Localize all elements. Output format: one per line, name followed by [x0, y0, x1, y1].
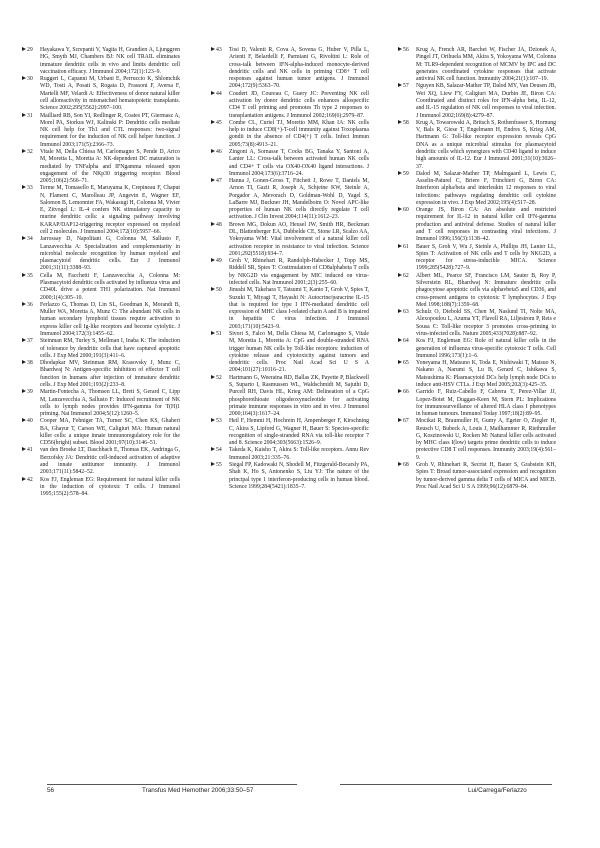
- reference-number: [22, 113, 39, 120]
- reference-text: Heil F, Hemmi H, Hochrein H, Ampenberger F, Kirschning C, Akira S, Lipford G, Wagner H, Bauer S: Species-specific recognition of single-stranded RNA via toll-like receptor 7 and 8. Science 2004;303(5663):1526–9.: [229, 418, 369, 447]
- reference-text: Garrido F, Ruiz-Cabello F, Cabrera T, Perez-Villar JJ, Lopez-Botet M, Duggan-Keen M, Stern PL: Implications for immunosurveillance of altered HLA class I phenotypes in human tumours. Immunol Today 1997;18(2):89–95.: [416, 389, 556, 418]
- reference-number-text: 58: [403, 119, 409, 126]
- reference-number: [398, 309, 415, 316]
- reference-number-text: 53: [216, 418, 222, 425]
- reference-text: Jinushi M, Takehara T, Tatsumi T, Kanto T, Groh V, Spies T, Suzuki T, Miyagi T, Hayashi N: Autocrine/paracrine IL-15 that is required for type I IFN-mediated dendritic cell expression of MHC class I-related chain A and B is impaired in hepatitis C virus infection. J Immunol 2003;171(10):5423–9.: [229, 287, 369, 330]
- triangle-bullet-icon: [22, 338, 26, 342]
- reference-text: Albert ML, Pearce SF, Francisco LM, Sauter B, Roy P, Silverstein RL, Bhardwaj N: Immature dendritic cells phagocytose apoptotic cells via alphavbeta5 and CD36, and cross-present antigens to cytotoxic T lymphocytes. J Exp Med 1998;188(7):1359–68.: [416, 272, 556, 308]
- reference-text: Ruggeri L, Capanni M, Urbani E, Perruccio K, Shlomchik WD, Tosti A, Posati S, Rogaia D, Frassoni F, Aversa F, Martelli MF, Velardi A: Effectiveness of donor natural killer cell alloreactivity in mismatched hematopoietic transplants. Science 2002;295(5562):2097–100.: [40, 76, 180, 112]
- reference-number-text: 38: [27, 360, 33, 367]
- reference-text: Sivori S, Falco M, Della Chiesa M, Carlomagno S, Vitale M, Moretta L, Moretta A: CpG and double-stranded RNA trigger human NK cells by Toll-like receptors: induction of cytokine release and cytotoxicity against tumors and dendritic cells. Proc Natl Acad Sci U S A 2004;101(27):10116–21.: [229, 330, 369, 374]
- reference-number: [211, 331, 228, 338]
- reference-item: [22, 236, 180, 272]
- reference-number-text: 49: [216, 258, 222, 265]
- reference-number: [211, 149, 228, 156]
- reference-column-3: [398, 47, 556, 491]
- reference-text: Cooper MA, Fehniger TA, Turner SC, Chen KS, Ghaheri BA, Ghayur T, Carson WE, Caligiuri MA: Human natural killer cells: a unique innate immunoregulatory role for the CD56(bright) subset. Blood 2001;97(10):3146–51.: [40, 418, 180, 447]
- reference-number-text: 36: [27, 301, 33, 308]
- reference-item: [22, 477, 180, 499]
- triangle-bullet-icon: [22, 447, 26, 451]
- reference-number-text: 63: [403, 309, 409, 316]
- triangle-bullet-icon: [211, 178, 215, 182]
- reference-item: [211, 447, 369, 462]
- reference-number: [22, 447, 39, 454]
- reference-number-text: 65: [403, 360, 409, 367]
- triangle-bullet-icon: [22, 273, 26, 277]
- reference-item: [398, 418, 556, 462]
- triangle-bullet-icon: [211, 287, 215, 291]
- reference-number-text: 29: [27, 47, 33, 53]
- triangle-bullet-icon: [398, 171, 402, 175]
- reference-number-text: 41: [27, 447, 33, 454]
- reference-number: [398, 338, 415, 345]
- reference-number-text: 50: [216, 287, 222, 294]
- reference-number-text: 43: [216, 47, 222, 53]
- reference-item: [22, 185, 180, 236]
- reference-item: [211, 47, 369, 91]
- reference-number: [398, 83, 415, 90]
- reference-text: Combe CL, Curiel TJ, Moretto MM, Khan IA: NK cells help to induce CD8(+)-T-cell immunity against Toxoplasma gondii in the absence of CD4(+) T cells. Infect Immun 2005;73(8):4913–21.: [229, 119, 369, 148]
- reference-number: [22, 76, 39, 83]
- reference-item: [211, 287, 369, 331]
- reference-item: [398, 171, 556, 207]
- reference-number: [211, 418, 228, 425]
- triangle-bullet-icon: [211, 375, 215, 379]
- reference-item: [22, 149, 180, 185]
- reference-item: [398, 47, 556, 83]
- reference-column-1: [22, 47, 180, 498]
- triangle-bullet-icon: [22, 236, 26, 240]
- reference-number: [398, 207, 415, 214]
- reference-number: [22, 236, 39, 243]
- triangle-bullet-icon: [22, 477, 26, 481]
- reference-item: [398, 338, 556, 360]
- reference-item: [398, 244, 556, 273]
- triangle-bullet-icon: [211, 462, 215, 466]
- triangle-bullet-icon: [211, 222, 215, 226]
- reference-item: [22, 302, 180, 338]
- reference-item: [22, 47, 180, 76]
- reference-number-text: 31: [27, 112, 33, 119]
- reference-number: [211, 258, 228, 265]
- reference-number-text: 68: [403, 462, 409, 469]
- triangle-bullet-icon: [22, 76, 26, 80]
- reference-number-text: 51: [216, 330, 222, 337]
- reference-number: [22, 418, 39, 425]
- reference-number-text: 32: [27, 148, 33, 155]
- reference-text: Orange JS, Biron CA: An absolute and restricted requirement for IL-12 in natural killer cell IFN-gamma production and antiviral defense. Studies of natural killer and T cell responses in contrasting viral infections. J Immunol 1996;156(3):1138–42.: [416, 207, 556, 243]
- reference-number-text: 62: [403, 272, 409, 279]
- reference-number: [211, 91, 228, 98]
- reference-number-text: 64: [403, 338, 409, 345]
- reference-number: [211, 120, 228, 127]
- page-number: 56: [47, 787, 55, 794]
- reference-number-text: 57: [403, 83, 409, 90]
- reference-number-text: 46: [216, 148, 222, 155]
- reference-number: [398, 462, 415, 469]
- triangle-bullet-icon: [398, 207, 402, 211]
- reference-text: Kos FJ, Engleman EG: Requirement for natural killer cells in the induction of cytotoxic T cells. J Immunol 1995;155(2):578–84.: [40, 476, 180, 498]
- reference-text: Siegal FP, Kadowaki N, Shodell M, Fitzgerald-Bocarsly PA, Shah K, Ho S, Antonenko S, Liu YJ: The nature of the principal type 1 interferon-producing cells in human blood. Science 1999;284(5421):1835–7.: [229, 462, 369, 490]
- reference-text: Dalod M, Salazar-Mather TP, Malmgaard L, Lewis C, Asselin-Paturel C, Briere F, Trinchieri G, Biron CA: Interferon alpha/beta and interleukin 12 responses to viral infections: pathways regulating dendritic cell cytokine expression in vivo. J Exp Med 2002;195(4):517–28.: [416, 170, 556, 206]
- reference-number-text: 55: [216, 462, 222, 469]
- triangle-bullet-icon: [211, 149, 215, 153]
- reference-item: [398, 120, 556, 171]
- reference-text: Mailliard RB, Son YI, Redlinger R, Coates PT, Giermasz A, Morel PA, Storkus WJ, Kalinski P: Dendritic cells mediate NK cell help for Th1 and CTL responses: two-signal requirement for the induction of NK cell helper function. J Immunol 2003;171(5):2366–73.: [40, 112, 180, 148]
- reference-text: Nguyen KB, Salazar-Mather TP, Dalod MY, Van Deusen JB, Wei XQ, Liew FY, Caligiuri MA, Durbin JE, Biron CA: Coordinated and distinct roles for IFN-alpha beta, IL-12, and IL-15 regulation of NK cell responses to viral infection. J Immunol 2002;169(8):4279–87.: [416, 83, 556, 119]
- reference-number: [398, 273, 415, 280]
- reference-text: Martin-Fontecha A, Thomsen LL, Brett S, Gerard C, Lipp M, Lanzavecchia A, Sallusto F: Induced recruitment of NK cells to lymph nodes provides IFN-gamma for T(H)1 priming. Nat Immunol 2004;5(12):1260–5.: [40, 389, 180, 418]
- reference-number: [211, 447, 228, 454]
- reference-number-text: 44: [216, 90, 222, 97]
- reference-number: [22, 302, 39, 309]
- triangle-bullet-icon: [211, 47, 215, 51]
- reference-text: Brown MG, Dokun AO, Heusel JW, Smith HR, Beckman DL, Blattenberger EA, Dubbelde CE, Stone LR, Scalzo AA, Yokoyama WM: Vital involvement of a natural killer cell activation receptor in resistance to viral infection. Science 2001;292(5518):934–7.: [229, 221, 369, 257]
- triangle-bullet-icon: [211, 120, 215, 124]
- reference-item: [22, 389, 180, 418]
- reference-text: Steinman RM, Turley S, Mellman I, Inaba K: The induction of tolerance by dendritic cells that have captured apoptotic cells. J Exp Med 2000;191(3):411–6.: [40, 338, 180, 359]
- reference-item: [211, 178, 369, 222]
- reference-item: [22, 338, 180, 360]
- reference-number: [211, 178, 228, 185]
- reference-item: [22, 76, 180, 112]
- reference-item: [398, 207, 556, 243]
- triangle-bullet-icon: [398, 244, 402, 248]
- reference-number: [398, 360, 415, 367]
- reference-item: [22, 113, 180, 149]
- triangle-bullet-icon: [211, 447, 215, 451]
- journal-citation: Transfus Med Hemother 2006;33:50–57: [142, 787, 254, 794]
- triangle-bullet-icon: [398, 309, 402, 313]
- reference-number-text: 67: [403, 418, 409, 425]
- reference-item: [398, 83, 556, 119]
- reference-item: [398, 360, 556, 389]
- reference-item: [22, 418, 180, 447]
- triangle-bullet-icon: [398, 273, 402, 277]
- reference-text: Vitale M, Della Chiesa M, Carlomagno S, Pende D, Arico M, Moretta L, Moretta A: NK-dependent DC maturation is mediated by TNFalpha and IFNgamma released upon engagement of the NKp30 triggering receptor. Blood 2005;106(2):566–71.: [40, 148, 180, 185]
- reference-number-text: 34: [27, 236, 33, 243]
- reference-number-text: 45: [216, 119, 222, 126]
- reference-item: [22, 273, 180, 302]
- reference-item: [211, 375, 369, 419]
- triangle-bullet-icon: [22, 360, 26, 364]
- reference-text: Tosi D, Valenti R, Cova A, Sovena G, Huber V, Pilla L, Arienti F, Belardelli F, Parmiani G, Rivoltini L: Role of cross-talk between IFN-alpha-induced monocyte-derived dendritic cells and NK cells in priming CD8+ T cell responses against human tumor antigens. J Immunol 2004;172(9):5363–70.: [229, 47, 369, 90]
- reference-item: [211, 149, 369, 178]
- reference-item: [211, 418, 369, 447]
- triangle-bullet-icon: [398, 47, 402, 51]
- reference-item: [211, 331, 369, 375]
- reference-text: Coudert JD, Coureau C, Guery JC: Preventing NK cell activation by donor dendritic cells enhances allospecific CD4 T cell priming and promotes Th type 2 responses to transplantation antigens. J Immunol 2002;169(6):2979–87.: [229, 90, 369, 119]
- reference-item: [22, 360, 180, 389]
- reference-number: [22, 273, 39, 280]
- reference-number-text: 54: [216, 447, 222, 454]
- reference-number: [22, 338, 39, 345]
- reference-number-text: 33: [27, 185, 33, 192]
- reference-number-text: 61: [403, 243, 409, 250]
- reference-number: [22, 47, 39, 54]
- reference-number-text: 42: [27, 476, 33, 483]
- reference-number-text: 40: [27, 418, 33, 425]
- reference-number-text: 60: [403, 207, 409, 214]
- triangle-bullet-icon: [22, 418, 26, 422]
- reference-number-text: 66: [403, 389, 409, 396]
- triangle-bullet-icon: [22, 185, 26, 189]
- reference-text: Yoneyama H, Matsuno K, Toda E, Nishiwaki T, Matsuo N, Nakano A, Narumi S, Lu B, Gerard C, Ishikawa S, Matsushima K: Plasmacytoid DCs help lymph node DCs to induce anti-HSV CTLs. J Exp Med 2005;202(3):425–35.: [416, 360, 556, 388]
- reference-item: [398, 309, 556, 338]
- reference-item: [211, 120, 369, 149]
- reference-number-text: 56: [403, 47, 409, 53]
- triangle-bullet-icon: [22, 302, 26, 306]
- triangle-bullet-icon: [398, 338, 402, 342]
- reference-text: Zingoni A, Sornasse T, Cocks BG, Tanaka Y, Santoni A, Lanier LL: Cross-talk between activated human NK cells and CD4+ T cells via OX40-OX40 ligand interactions. J Immunol 2004;173(6):3716–24.: [229, 148, 369, 177]
- reference-text: Takeda K, Kaisho T, Akira S: Toll-like receptors. Annu Rev Immunol 2003;21:335–76.: [229, 447, 369, 461]
- reference-number-text: 39: [27, 389, 33, 396]
- triangle-bullet-icon: [398, 360, 402, 364]
- triangle-bullet-icon: [398, 83, 402, 87]
- reference-number: [211, 375, 228, 382]
- reference-number: [22, 389, 39, 396]
- reference-item: [211, 91, 369, 120]
- triangle-bullet-icon: [398, 389, 402, 393]
- reference-number: [398, 418, 415, 425]
- reference-text: Jarrossay D, Napolitani G, Colonna M, Sallusto F, Lanzavecchia A: Specialization and complementarity in microbial molecule recognition by human myeloid and plasmacytoid dendritic cells. Eur J Immunol 2001;31(11):3388–93.: [40, 236, 180, 272]
- triangle-bullet-icon: [211, 331, 215, 335]
- reference-item: [398, 462, 556, 491]
- reference-number-text: 37: [27, 338, 33, 345]
- triangle-bullet-icon: [211, 258, 215, 262]
- reference-number-text: 30: [27, 76, 33, 83]
- reference-text: Hayakawa Y, Screpanti V, Yagita H, Grandien A, Ljunggren HG, Smyth MJ, Chambers BJ: NK cell TRAIL eliminates immature dendritic cells in vivo and limits dendritic cell vaccination efficacy. J Immunol 2004;172(1):123–9.: [40, 47, 180, 75]
- reference-number: [398, 171, 415, 178]
- reference-item: [211, 222, 369, 258]
- reference-number-text: 59: [403, 170, 409, 177]
- triangle-bullet-icon: [211, 418, 215, 422]
- reference-text: Bauer S, Groh V, Wu J, Steinle A, Phillips JH, Lanier LL, Spies T: Activation of NK cells and T cells by NKG2D, a receptor for stress-inducible MICA. Science 1999;285(5428):727–9.: [416, 243, 556, 272]
- reference-text: Terme M, Tomasello E, Maruyama K, Crepineau F, Chaput N, Flament C, Marolleau JP, Angevin E, Wagner EF, Salomon B, Lemonnier FA, Wakasugi H, Colonna M, Vivier E, Zitvogel L: IL-4 confers NK stimulatory capacity to murine dendritic cells: a signaling pathway involving KARAP/DAP12-triggering receptor expressed on myeloid cell 2 molecules. J Immunol 2004;172(10):5957–66.: [40, 185, 180, 236]
- reference-text: Cella M, Facchetti F, Lanzavecchia A, Colonna M: Plasmacytoid dendritic cells activated by influenza virus and CD40L drive a potent TH1 polarization. Nat Immunol 2000;1(4):305–10.: [40, 272, 180, 301]
- reference-item: [22, 447, 180, 476]
- reference-item: [398, 389, 556, 418]
- reference-item: [211, 258, 369, 287]
- reference-item: [211, 462, 369, 491]
- reference-text: Kos FJ, Engleman EG: Role of natural killer cells in the generation of influenza virus-specific cytotoxic T cells. Cell Immunol 1996;173(1):1–6.: [416, 338, 556, 359]
- triangle-bullet-icon: [22, 389, 26, 393]
- reference-number: [398, 244, 415, 251]
- reference-text: Groh V, Rhinehart R, Randolph-Habecker J, Topp MS, Riddell SR, Spies T: Costimulation of CD8alphabeta T cells by NKG2D via engagement by MIC induced on virus-infected cells. Nat Immunol 2001;2(3):255–60.: [229, 258, 369, 286]
- reference-text: Dhodapkar MV, Steinman RM, Krasovsky J, Munz C, Bhardwaj N: Antigen-specific inhibition of effector T cell function in humans after injection of immature dendritic cells. J Exp Med 2001;193(2):233–8.: [40, 360, 180, 388]
- reference-number: [398, 120, 415, 127]
- footer-rule-right: [340, 784, 552, 785]
- reference-number-text: 52: [216, 374, 222, 381]
- reference-number: [211, 222, 228, 229]
- reference-number: [211, 287, 228, 294]
- reference-number: [398, 389, 415, 396]
- reference-text: Hartmann G, Weeratna RD, Ballas ZK, Payette P, Blackwell S, Suparto I, Rasmussen WL, Waldschmidt M, Sajuthi D, Purcell RH, Davis HL, Krieg AM: Delineation of a CpG phosphorothioate oligodeoxynucleotide for activating primate immune responses in vitro and in vivo. J Immunol 2000;164(3):1617–24.: [229, 374, 369, 418]
- reference-number: [22, 149, 39, 156]
- reference-number: [22, 477, 39, 484]
- reference-number: [398, 47, 415, 54]
- reference-number-text: 35: [27, 272, 33, 279]
- reference-number: [211, 462, 228, 469]
- reference-number: [22, 360, 39, 367]
- reference-number: [211, 47, 228, 54]
- reference-text: Schulz O, Diebold SS, Chen M, Naslund TI, Nolte MA, Alexopoulou L, Azuma YT, Flavell RA, Liljestrom P, Reis e Sousa C: Toll-like receptor 3 promotes cross-priming to virus-infected cells. Nature 2005;433(7028):887–92.: [416, 309, 556, 337]
- running-authors: Lui/Carrega/Ferlazzo: [468, 787, 527, 794]
- triangle-bullet-icon: [398, 120, 402, 124]
- triangle-bullet-icon: [211, 91, 215, 95]
- reference-number: [22, 185, 39, 192]
- triangle-bullet-icon: [22, 47, 26, 51]
- triangle-bullet-icon: [398, 418, 402, 422]
- footer-rule-left: [47, 784, 297, 785]
- reference-text: Groh V, Rhinehart R, Secrist H, Bauer S, Grabstein KH, Spies T: Broad tumor-associated expression and recognition by tumor-derived gamma delta T cells of MICA and MICB. Proc Natl Acad Sci U S A 1999;96(12):6879–84.: [416, 462, 556, 490]
- reference-number-text: 47: [216, 178, 222, 185]
- reference-text: Mocikat R, Braumuller H, Gumy A, Egeter O, Ziegler H, Reusch U, Bubeck A, Louis J, Mailhammer R, Riethmuller G, Koszinowski U, Rocken M: Natural killer cells activated by MHC class I(low) targets prime dendritic cells to induce protective CD8 T cell responses. Immunity 2003;19(4):561–9.: [416, 418, 556, 461]
- triangle-bullet-icon: [398, 462, 402, 466]
- reference-number-text: 48: [216, 221, 222, 228]
- reference-text: Hanna J, Gonen-Gross T, Fitchett J, Rowe T, Daniels M, Arnon TI, Gazit R, Joseph A, Schjetne KW, Steinle A, Porgador A, Mevorach D, Goldman-Wohl D, Yagel S, LaBarre MJ, Buckner JH, Mandelboim O: Novel APC-like properties of human NK cells directly regulate T cell activation. J Clin Invest 2004;114(11):1612–23.: [229, 178, 369, 221]
- reference-text: van den Broeke LT, Daschbach E, Thomas EK, Andringa G, Berzofsky JA: Dendritic cell-induced activation of adaptive and innate antitumor immunity. J Immunol 2003;171(11):5842–52.: [40, 447, 180, 476]
- triangle-bullet-icon: [22, 149, 26, 153]
- reference-column-2: [211, 47, 369, 491]
- reference-text: Krug A, Towarowski A, Britsch S, Rothenfusser S, Hornung V, Bals R, Giese T, Engelmann H, Endres S, Krieg AM, Hartmann G: Toll-like receptor expression reveals CpG DNA as a unique microbial stimulus for plasmacytoid dendritic cells which synergizes with CD40 ligand to induce high amounts of IL-12. Eur J Immunol 2001;31(10):3026–37.: [416, 119, 556, 170]
- reference-text: Krug A, French AR, Barchet W, Fischer JA, Dzionek A, Pingel JT, Orihuela MM, Akira S, Yokoyama WM, Colonna M: TLR9-dependent recognition of MCMV by IPC and DC generates coordinated cytokine responses that activate antiviral NK cell function. Immunity 2004;21(1):107–19.: [416, 47, 556, 83]
- triangle-bullet-icon: [22, 113, 26, 117]
- reference-item: [398, 273, 556, 309]
- reference-text: Ferlazzo G, Thomas D, Lin SL, Goodman K, Morandi B, Muller WA, Moretta A, Munz C: The abundant NK cells in human secondary lymphoid tissues require activation to express killer cell Ig-like receptors and become cytolytic. J Immunol 2004;172(3):1455–62.: [40, 301, 180, 337]
